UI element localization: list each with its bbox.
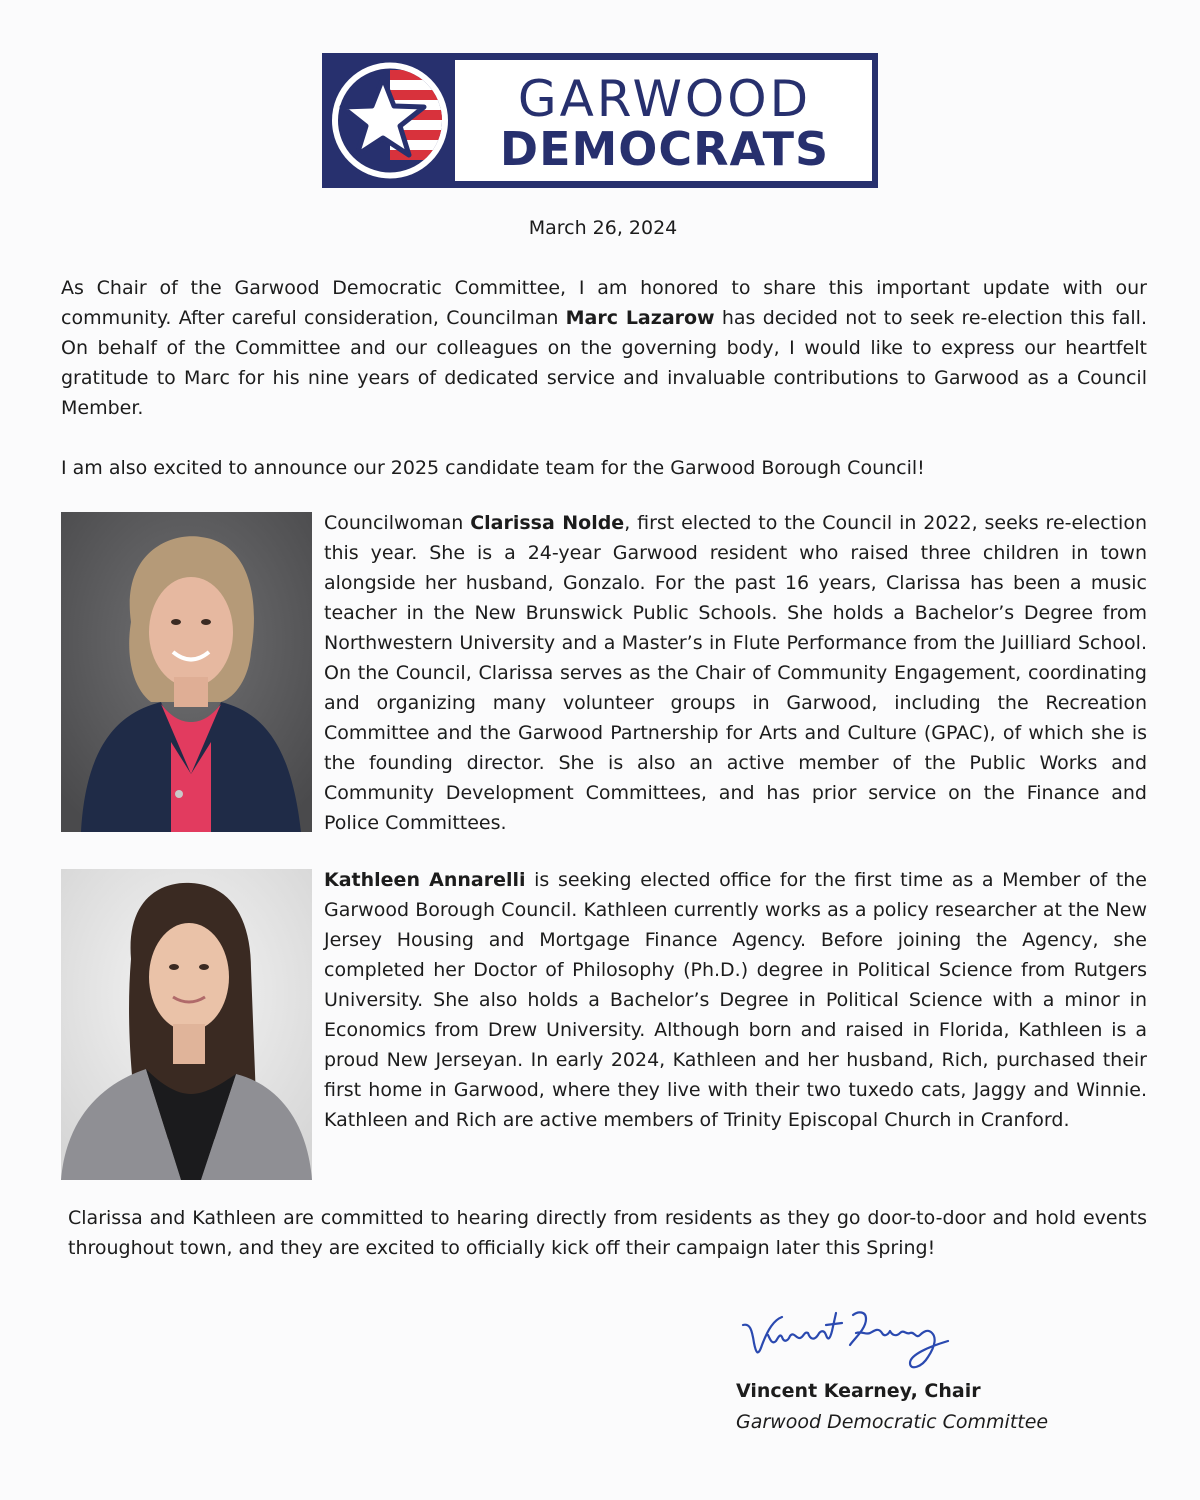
- logo-line-1: GARWOOD: [517, 70, 812, 128]
- intro-text-2: has decided not to seek re-election this fall. On behalf of the Committee and our colleagues on the governing body, I would like to express our heartfelt gratitude to Marc for his nine years of dedicated service and invaluable contributions to Garwood as a Council Member.: [61, 307, 1147, 419]
- logo-line-2: DEMOCRATS: [499, 122, 830, 176]
- closing-paragraph: Clarissa and Kathleen are committed to hearing directly from residents as they go door-to-door and hold events throughout town, and they are excited to officially kick off their campaign later this Spring!: [68, 1207, 1147, 1259]
- logo-wordmark: [455, 60, 872, 181]
- announcement-paragraph: I am also excited to announce our 2025 candidate team for the Garwood Borough Council!: [61, 457, 925, 479]
- candidate-bio-text: , first elected to the Council in 2022, seeks re-election this year. She is a 24-year Garwood resident who raised three children in town alongside her husband, Gonzalo. For the past 16 years, Clarissa has been a music teacher in the New Brunswick Public Schools. She holds a Bachelor’s Degree from Northwestern University and a Master’s in Flute Performance from the Juilliard School. On the Council, Clarissa serves as the Chair of Community Engagement, coordinating and organizing many volunteer groups in Garwood, including the Recreation Committee and the Garwood Partnership for Arts and Culture (GPAC), of which she is the founding director. She is also an active member of the Public Works and Community Development Committees, and has prior service on the Finance and Police Committees.: [324, 512, 1147, 834]
- logo: [322, 53, 878, 188]
- letter-date: March 26, 2024: [528, 217, 678, 239]
- star-stripes-icon: [325, 56, 455, 185]
- candidate-bio-text: is seeking elected office for the first time as a Member of the Garwood Borough Council. Kathleen currently works as a policy researcher at the New Jersey Housing and Mortgage Finance Agency. Before joining the Agency, she completed her Doctor of Philosophy (Ph.D.) degree in Political Science from Rutgers University. She also holds a Bachelor’s Degree in Political Science with a minor in Economics from Drew University. Although born and raised in Florida, Kathleen is a proud New Jerseyan. In early 2024, Kathleen and her husband, Rich, purchased their first home in Garwood, where they live with their two tuxedo cats, Jaggy and Winnie. Kathleen and Rich are active members of Trinity Episcopal Church in Cranford.: [324, 869, 1147, 1131]
- signer-name: Vincent Kearney, Chair: [736, 1380, 981, 1402]
- candidate-photo-kathleen: [61, 869, 312, 1180]
- signer-title: Garwood Democratic Committee: [736, 1411, 1049, 1433]
- handwritten-signature: [738, 1305, 958, 1385]
- candidate-bio-kathleen: [324, 865, 1147, 1135]
- candidate-name-kathleen: Kathleen Annarelli: [324, 869, 526, 891]
- candidate-name-clarissa: Clarissa Nolde: [470, 512, 625, 534]
- candidate-prefix: Councilwoman: [324, 512, 471, 534]
- retiring-councilman-name: Marc Lazarow: [565, 307, 715, 329]
- candidate-photo-clarissa: [61, 512, 312, 832]
- intro-paragraph: [61, 273, 1147, 423]
- candidate-bio-clarissa: [324, 508, 1147, 838]
- intro-text-1: As Chair of the Garwood Democratic Committee, I am honored to share this important update with our community. After careful consideration, Councilman: [61, 277, 1147, 329]
